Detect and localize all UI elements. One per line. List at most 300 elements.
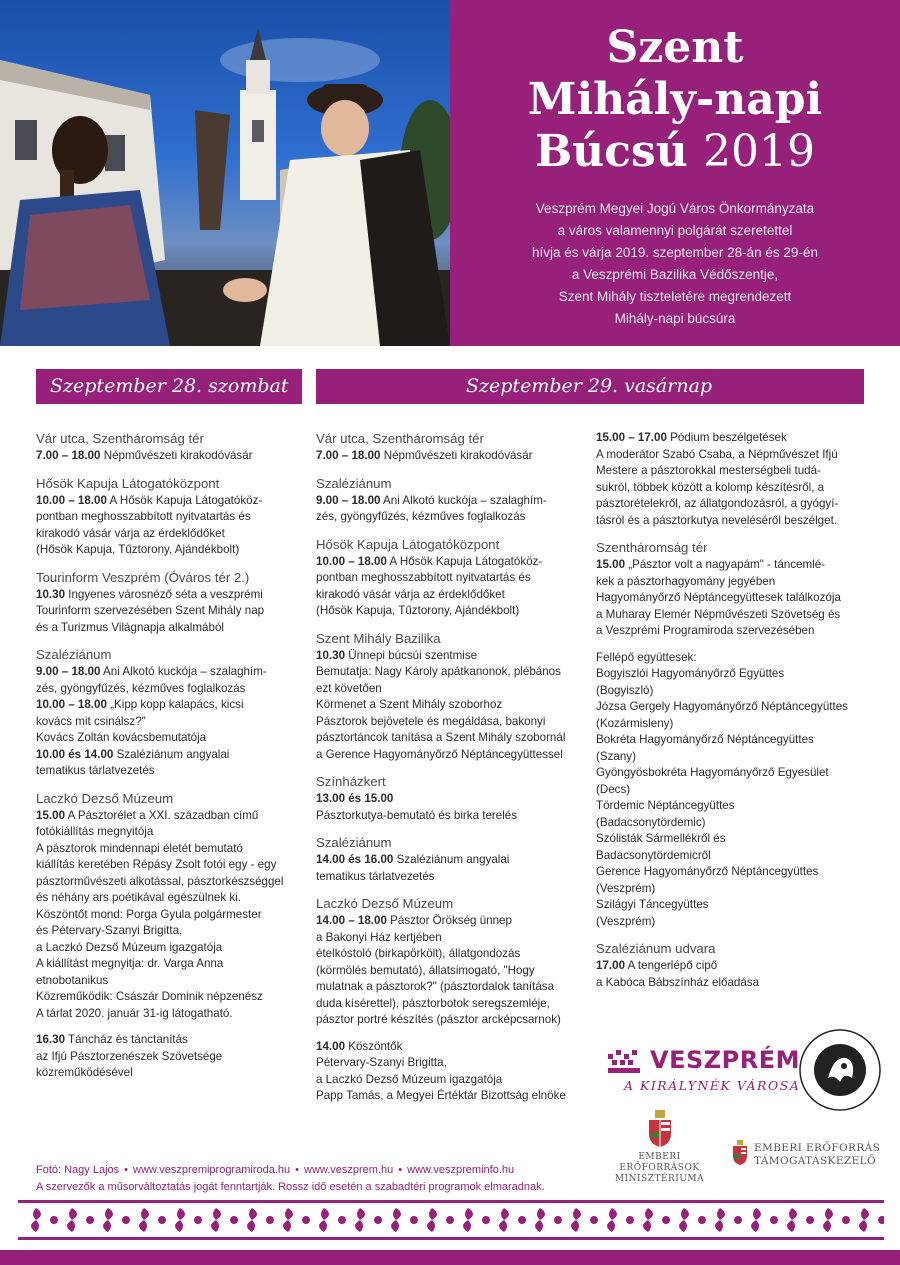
program-text: A Hősök Kapuja Látogatóköz- (106, 493, 263, 507)
program-line (36, 1065, 291, 1082)
program-block (316, 630, 584, 764)
photo-credit: Fotó: Nagy Lajos (36, 1164, 120, 1176)
program-line (596, 683, 871, 700)
program-line (316, 697, 584, 714)
program-block (36, 790, 291, 1082)
program-text: Táncház és tánctanítás (65, 1033, 188, 1046)
program-text: a Bakonyi Ház kertjében (316, 930, 442, 944)
venue-heading: Szaléziánum (316, 475, 392, 491)
program-text: A tárlat 2020. január 31-ig látogatható. (36, 1006, 233, 1020)
program-line (36, 714, 291, 731)
venue-heading: Laczkó Dezső Múzeum (36, 790, 174, 806)
program-line (36, 1022, 291, 1032)
venue-heading: Laczkó Dezső Múzeum (316, 896, 454, 911)
program-line (596, 513, 871, 530)
program-line (316, 730, 584, 747)
ornament-motif (319, 1208, 329, 1232)
program-line (36, 526, 291, 543)
program-text: A moderátor Szabó Csaba, a Népművészet Ifjú (596, 447, 838, 461)
program-text: zés, gyöngyfűzés, kézműves foglalkozás (316, 510, 526, 523)
title-panel (450, 0, 900, 346)
program-text: kovács mit csinálsz?" (36, 714, 146, 728)
ornament-dot (86, 1216, 94, 1224)
title-line-1: Szent (606, 22, 744, 73)
ornament-motif (67, 1208, 77, 1232)
program-text: zés, gyöngyfűzés, kézműves foglalkozás (36, 681, 246, 695)
program-line (596, 864, 871, 881)
program-column-sunday-2 (596, 430, 871, 1001)
program-line (596, 557, 871, 574)
ornament-motif (355, 1208, 365, 1232)
bullet-separator: • (124, 1164, 129, 1176)
program-line (596, 447, 871, 464)
intro-line: Mihály-napi búcsúra (614, 311, 736, 326)
program-line (36, 603, 291, 620)
program-text: a Muharay Elemér Népművészeti Szövetség és (596, 607, 841, 621)
program-text: a Gerence Hagyományőrző Néptáncegyüttessel (316, 747, 563, 761)
ornament-dot (554, 1216, 562, 1224)
program-text: ezt követően (316, 681, 382, 695)
ornament-motif (643, 1208, 653, 1232)
program-text: pontban meghosszabbított nyitvatartás és (316, 571, 531, 584)
program-time: 10.00 – 18.00 (316, 554, 387, 568)
ornament-motif (679, 1208, 689, 1232)
program-text: Körmenet a Szent Mihály szoborhoz (316, 698, 503, 711)
program-text: Népművészeti kirakodóvásár (380, 449, 533, 462)
veszprem-tagline: A KIRÁLYNÉK VÁROSA (624, 1078, 801, 1093)
title-line-3 (450, 126, 900, 178)
program-text: Szilágyi Táncegyüttes (596, 898, 709, 911)
program-block (596, 539, 871, 930)
program-text: Tourinform szervezésében Szent Mihály nap (36, 604, 265, 617)
program-text: fotókiállítás megnyitója (36, 825, 154, 838)
muharay-seal-logo (798, 1028, 882, 1112)
program-text: pásztortáncok tanítása a Szent Mihály szobornál (316, 731, 566, 744)
ornament-motif (787, 1208, 797, 1232)
program-line (316, 1012, 584, 1029)
program-time: 17.00 (596, 959, 626, 972)
program-text: Szólisták Sármellékről és (596, 832, 726, 845)
program-text: duda kísérettel), pásztorbotok seregszemléje, (316, 996, 550, 1010)
folk-ornament-border (18, 1200, 884, 1240)
ornament-dot (842, 1216, 850, 1224)
program-text: Tördemic Néptáncegyüttes (596, 799, 735, 812)
program-line (36, 808, 291, 825)
program-line (596, 623, 871, 640)
program-block (36, 430, 291, 465)
program-text: Fellépő együttesek: (596, 650, 697, 664)
program-line (36, 1032, 291, 1049)
program-text: kek a pásztorhagyomány jegyében (596, 574, 776, 588)
program-line (316, 808, 584, 825)
program-line (316, 791, 584, 808)
invitation-text (490, 198, 860, 330)
program-block (316, 834, 584, 885)
program-text: és néhány ars poétikával egészülnek ki. (36, 891, 241, 904)
program-block (36, 475, 291, 559)
ornament-dot (626, 1216, 634, 1224)
program-line (36, 824, 291, 841)
program-text: (Badacsonytördemic) (596, 815, 706, 829)
ornament-dot (50, 1216, 58, 1224)
program-line (36, 664, 291, 681)
veszprem-wordmark: VESZPRÉM (650, 1046, 801, 1074)
program-line (596, 848, 871, 865)
program-line (316, 946, 584, 963)
program-text: Szaléziánum angyalai (393, 853, 510, 866)
program-line (596, 749, 871, 766)
program-line (316, 664, 584, 681)
program-line (316, 1055, 584, 1072)
ornament-dot (158, 1216, 166, 1224)
program-text: Bokréta Hagyományőrző Néptáncegyüttes (596, 733, 814, 746)
program-line (596, 607, 871, 624)
crown-icon (606, 1050, 642, 1076)
program-line (596, 463, 871, 480)
program-line (36, 1006, 291, 1023)
program-line (316, 587, 584, 604)
program-line (316, 852, 584, 869)
emmi-text-line-1: EMBERI ERŐFORRÁSOK (619, 1152, 700, 1173)
program-line (596, 430, 871, 447)
ornament-motif (859, 1208, 869, 1232)
program-line (36, 857, 291, 874)
sponsor-logos (596, 1028, 886, 1184)
program-line (596, 732, 871, 749)
ornament-dot (662, 1216, 670, 1224)
program-line (316, 1039, 584, 1056)
link-veszpreminfo[interactable]: www.veszpreminfo.hu (407, 1164, 515, 1176)
title-line-2: Mihály-napi (527, 74, 823, 125)
program-column-saturday (36, 430, 291, 1092)
hungarian-crest-icon (647, 1110, 673, 1148)
program-block (316, 895, 584, 1105)
program-line (596, 765, 871, 782)
ornament-motif (715, 1208, 725, 1232)
program-column-sunday-1 (316, 430, 584, 1115)
program-time: 7.00 – 18.00 (36, 449, 101, 462)
program-line (36, 874, 291, 891)
program-text: Kovács Zoltán kovácsbemutatója (36, 731, 207, 744)
program-line (316, 913, 584, 930)
program-line (316, 963, 584, 980)
program-text: A tengerlépő cipő (625, 959, 718, 972)
venue-heading: Hősök Kapuja Látogatóközpont (36, 475, 220, 491)
program-block (596, 940, 871, 991)
venue-heading: Szaléziánum (316, 835, 392, 850)
program-text: Bogyiszlói Hagyományőrző Együttes (596, 667, 785, 680)
program-line (36, 956, 291, 973)
ornament-motif (247, 1208, 257, 1232)
program-text: (Hősök Kapuja, Tűztorony, Ajándékbolt) (316, 604, 520, 617)
program-line (36, 493, 291, 510)
program-line (596, 914, 871, 931)
program-line (36, 973, 291, 990)
ornament-dot (122, 1216, 130, 1224)
program-block (36, 569, 291, 637)
event-title (450, 22, 900, 178)
program-text: „Kipp kopp kalapács, kicsi (106, 698, 244, 711)
program-text: pásztorművészeti alkotással, pásztorkészséggel (36, 874, 284, 888)
program-line (36, 763, 291, 780)
program-line (316, 1088, 584, 1105)
program-text: (körmölés bemutató), állatsimogató, "Hogy (316, 963, 535, 977)
program-line (36, 542, 291, 559)
program-line (596, 650, 871, 667)
folk-dancers-photo (0, 0, 450, 346)
program-line (36, 890, 291, 907)
program-text: Bemutatja: Nagy Károly apátkanonok, plébános (316, 665, 561, 678)
program-time: 15.00 (36, 808, 66, 822)
ornament-dot (230, 1216, 238, 1224)
program-line (316, 1029, 584, 1039)
program-block (316, 430, 584, 465)
program-line (316, 869, 584, 886)
program-text: Pásztor Örökség ünnep (386, 914, 512, 927)
program-text: Gerence Hagyományőrző Néptáncegyüttes (596, 865, 819, 878)
ornament-motif (139, 1208, 149, 1232)
bullet-separator: • (398, 1164, 403, 1176)
program-text: Ünnepi búcsúi szentmise (345, 648, 478, 662)
program-line (596, 782, 871, 799)
program-line (596, 496, 871, 513)
program-line (596, 590, 871, 607)
program-text: Hagyományőrző Néptáncegyüttesek találkozója (596, 591, 841, 604)
bottom-bar (0, 1250, 900, 1265)
ornament-dot (194, 1216, 202, 1224)
emet-text-line-2: TÁMOGATÁSKEZELŐ (754, 1155, 877, 1167)
intro-line: Veszprém Megyei Jogú Város Önkormányzata (535, 201, 815, 216)
program-text: Köszöntők (345, 1039, 403, 1053)
program-line (596, 716, 871, 733)
title-bucsu: Búcsú (534, 126, 688, 177)
program-text: Mestere a pásztorokkal mesterségbeli tudá- (596, 464, 821, 477)
program-line (316, 979, 584, 996)
program-line (596, 480, 871, 497)
program-line (316, 714, 584, 731)
program-time: 7.00 – 18.00 (316, 449, 381, 462)
program-text: pásztorételekről, az állatgondozásról, a gyógyí- (596, 497, 839, 510)
program-text: Papp Tamás, a Megyei Értéktár Bizottság elnöke (316, 1089, 566, 1102)
ornament-dot (410, 1216, 418, 1224)
program-text: kirakodó vásár várja az érdeklődőket (36, 526, 225, 540)
program-line (596, 815, 871, 832)
program-line (316, 603, 584, 620)
hero (0, 0, 900, 346)
program-time: 9.00 – 18.00 (36, 665, 101, 678)
ornament-motif (175, 1208, 185, 1232)
venue-heading: Vár utca, Szentháromság tér (316, 431, 484, 446)
program-text: Ani Alkotó kuckója – szalaghím- (380, 493, 547, 507)
program-text: pásztor portré készítés (pásztor arcképcsarnok) (316, 1013, 561, 1026)
program-text: Gyöngyösbokréta Hagyományőrző Egyesület (596, 766, 829, 779)
program-time: 10.00 és 14.00 (36, 747, 114, 761)
program-text: Ani Alkotó kuckója – szalaghím- (100, 665, 267, 678)
program-text: A kiállítást megnyitja: dr. Varga Anna (36, 957, 224, 970)
ornament-motif (751, 1208, 761, 1232)
program-block (596, 430, 871, 529)
program-text: Pódium beszélgetések (666, 431, 787, 444)
program-line (36, 907, 291, 924)
program-text: (Veszprém) (596, 914, 656, 928)
link-programiroda[interactable]: www.veszpremiprogramiroda.hu (133, 1164, 291, 1176)
program-time: 10.30 (36, 587, 66, 601)
program-text: A Pásztorélet a XXI. században című (65, 808, 259, 822)
program-line (596, 958, 871, 975)
venue-heading: Szaléziánum (36, 647, 112, 662)
program-line (596, 798, 871, 815)
ornament-dot (482, 1216, 490, 1224)
program-line (596, 881, 871, 898)
ornament-dot (446, 1216, 454, 1224)
link-veszprem[interactable]: www.veszprem.hu (304, 1164, 394, 1176)
ornament-motif (463, 1208, 473, 1232)
venue-heading: Hősök Kapuja Látogatóközpont (316, 536, 500, 552)
program-block (316, 773, 584, 824)
ornament-motif (391, 1208, 401, 1232)
program-block (36, 646, 291, 780)
venue-heading: Vár utca, Szentháromság tér (36, 431, 204, 446)
program-text: mulatnak a pásztorok?" (pásztordalok tanítása (316, 980, 555, 993)
program-text: Józsa Gergely Hagyományőrző Néptáncegyüttes (596, 700, 848, 713)
program-line (316, 448, 584, 465)
program-text: az Ifjú Pásztorzenészek Szövetsége (36, 1049, 223, 1063)
program-line (596, 666, 871, 683)
ornament-motif (31, 1208, 41, 1232)
program-time: 10.00 – 18.00 (36, 698, 107, 711)
program-text: pontban meghosszabbított nyitvatartás és (36, 510, 251, 523)
program-line (316, 570, 584, 587)
program-text: közreműködésével (36, 1066, 133, 1079)
program-line (596, 897, 871, 914)
program-time: 10.30 (316, 648, 346, 662)
program-text: (Hősök Kapuja, Tűztorony, Ajándékbolt) (36, 543, 240, 556)
program-text: ételkóstoló (birkapörkölt), állatgondozás (316, 947, 521, 960)
program-text: Pásztorok bejövetele és megáldása, bakonyi (316, 714, 546, 728)
program-time: 14.00 és 16.00 (316, 853, 394, 866)
program-text: tásról és a pásztorkutya neveléséről beszélget. (596, 513, 838, 527)
program-line (316, 996, 584, 1013)
program-line (596, 699, 871, 716)
program-text: a Kabóca Bábszínház előadása (596, 975, 760, 989)
emet-text (754, 1142, 880, 1168)
program-text: (Szany) (596, 749, 636, 763)
program-text: tematikus tárlatvezetés (36, 764, 155, 777)
ornament-dot (734, 1216, 742, 1224)
program-time: 9.00 – 18.00 (316, 493, 381, 507)
program-text: (Bogyiszló) (596, 683, 654, 697)
program-text: etnobotanikus (36, 973, 109, 987)
program-time: 15.00 – 17.00 (596, 431, 667, 444)
program-line (316, 554, 584, 571)
ornament-dot (770, 1216, 778, 1224)
ornament-motif (103, 1208, 113, 1232)
program-text: A Hősök Kapuja Látogatóköz- (386, 554, 543, 568)
ornament-dot (590, 1216, 598, 1224)
ornament-dot (878, 1216, 884, 1224)
program-line (36, 681, 291, 698)
venue-heading: Szaléziánum udvara (596, 941, 716, 956)
program-line (36, 841, 291, 858)
program-text: és a Turizmus Világnapja alkalmából (36, 620, 224, 634)
ornament-motif (283, 1208, 293, 1232)
venue-heading: Szentháromság tér (596, 540, 708, 555)
program-text: Pétervary-Szanyi Brigitta, (316, 1056, 447, 1069)
program-time: 14.00 (316, 1039, 346, 1053)
program-line (596, 831, 871, 848)
day-header-sunday: Szeptember 29. vasárnap (316, 369, 864, 404)
bullet-separator: • (295, 1164, 299, 1176)
ornament-motif (571, 1208, 581, 1232)
program-text: (Kozármisleny) (596, 716, 674, 730)
program-line (36, 730, 291, 747)
program-time: 13.00 és 15.00 (316, 792, 394, 805)
program-line (36, 747, 291, 764)
program-text: Köszöntőt mond: Porga Gyula polgármester (36, 907, 262, 921)
program-text: Népművészeti kirakodóvásár (100, 449, 253, 462)
program-text: Ingyenes városnéző séta a veszprémi (65, 587, 263, 601)
intro-line: hívja és várja 2019. szeptember 28-án és 29-én (532, 245, 818, 260)
ornament-motif (823, 1208, 833, 1232)
intro-line: Szent Mihály tiszteletére megrendezett (558, 289, 792, 304)
program-line (36, 1049, 291, 1066)
ornament-motif (499, 1208, 509, 1232)
program-line (316, 747, 584, 764)
ornament-dot (302, 1216, 310, 1224)
program-line (596, 574, 871, 591)
program-text: a Veszprémi Programiroda szervezésében (596, 624, 815, 637)
ornament-dot (374, 1216, 382, 1224)
program-text: „Pásztor volt a nagyapám" - táncemlé- (625, 558, 826, 571)
ornament-dot (266, 1216, 274, 1224)
hero-photo (0, 0, 450, 346)
program-line (36, 587, 291, 604)
program-line (36, 620, 291, 637)
program-text: Szaléziánum angyalai (113, 747, 230, 761)
program-line (36, 448, 291, 465)
program-text: Pásztorkutya-bemutató és birka terelés (316, 808, 518, 822)
footer (36, 1162, 606, 1196)
day-header-saturday: Szeptember 28. szombat (36, 369, 302, 404)
venue-heading: Színházkert (316, 774, 386, 789)
program-line (36, 989, 291, 1006)
program-text: a Laczkó Dezső Múzeum igazgatója (36, 940, 223, 954)
program-line (596, 975, 871, 992)
ornament-dot (518, 1216, 526, 1224)
program-line (316, 930, 584, 947)
program-text: a Laczkó Dezső Múzeum igazgatója (316, 1072, 503, 1086)
program-line (316, 509, 584, 526)
footer-disclaimer: A szervezők a műsorváltoztatás jogát fenntartják. Rossz idő esetén a szabadtéri programok elmaradnak. (36, 1181, 545, 1193)
program-line (36, 509, 291, 526)
program-text: A pásztorok mindennapi életét bemutató (36, 841, 243, 855)
ornament-motif (427, 1208, 437, 1232)
program-text: (Veszprém) (596, 881, 656, 895)
program-text: Közreműködik: Császár Dominik népzenész (36, 990, 263, 1003)
ornament-motif (211, 1208, 221, 1232)
program-text: kirakodó vásár várja az érdeklődőket (316, 587, 505, 601)
ornament-dot (698, 1216, 706, 1224)
emmi-text-line-2: MINISZTÉRIUMA (614, 1174, 705, 1184)
program-time: 10.00 – 18.00 (36, 493, 107, 507)
program-text: és Pétervary-Szanyi Brigitta, (36, 924, 183, 937)
ornament-motif (607, 1208, 617, 1232)
program-block (316, 536, 584, 620)
emet-text-line-1: EMBERI ERŐFORRÁS (754, 1142, 881, 1154)
ornament-dot (806, 1216, 814, 1224)
intro-line: a Veszprémi Bazilika Védőszentje, (571, 267, 779, 282)
program-text: sukról, többek között a kolomp készítésről, a (596, 480, 825, 494)
